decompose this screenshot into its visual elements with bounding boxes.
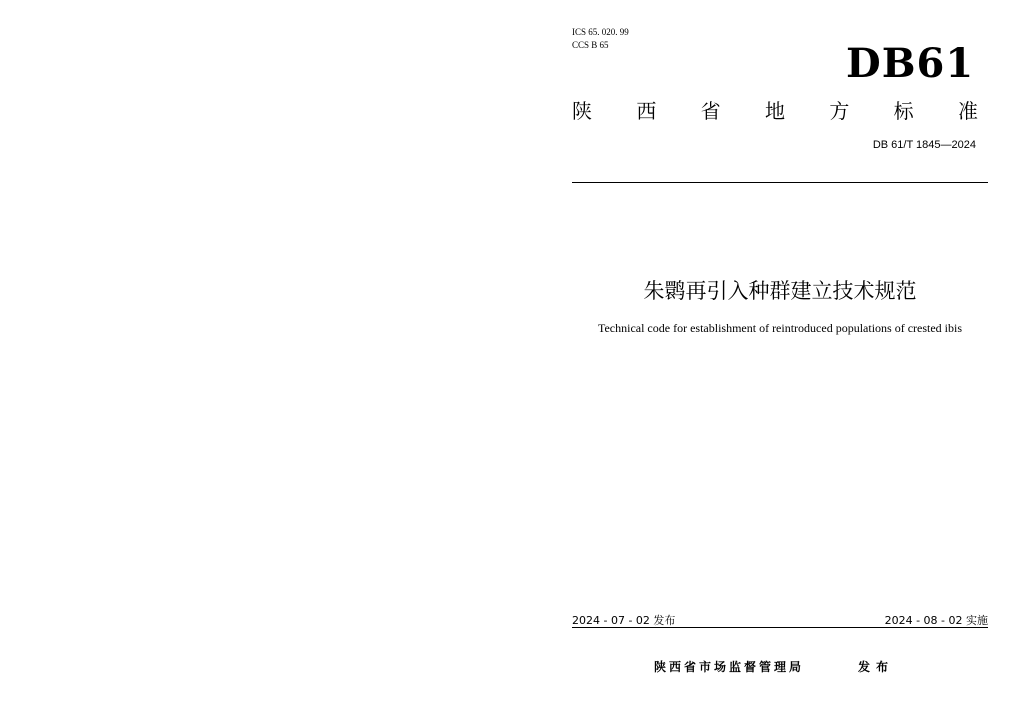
top-divider [572, 182, 988, 183]
document-title-cn: 朱鹮再引入种群建立技术规范 [643, 279, 917, 303]
standard-type-char: 省 [700, 99, 721, 123]
standard-type-char: 西 [636, 99, 657, 123]
standard-type-char: 准 [957, 99, 978, 123]
standard-number: DB 61/T 1845—2024 [872, 139, 976, 151]
standard-type-char: 标 [893, 99, 914, 123]
implement-date: 2024 - 08 - 02 实施 [884, 614, 988, 627]
bottom-divider [572, 627, 988, 628]
standard-type-char: 方 [829, 99, 850, 123]
standard-logo: DB61 [846, 40, 975, 87]
ics-code: ICS 65. 020. 99 [572, 27, 629, 37]
ccs-code: CCS B 65 [572, 40, 609, 50]
classification-codes [572, 26, 629, 52]
standard-type-char: 陕 [572, 99, 592, 123]
issuing-authority: 陕西省市场监督管理局 [654, 660, 805, 674]
standard-type-title [572, 98, 978, 124]
document-title-en: Technical code for establishment of reintroduced populations of crested ibis [597, 321, 963, 335]
issue-label: 发布 [858, 660, 895, 674]
standard-type-char: 地 [764, 99, 785, 123]
publish-date: 2024 - 07 - 02 发布 [572, 614, 676, 627]
